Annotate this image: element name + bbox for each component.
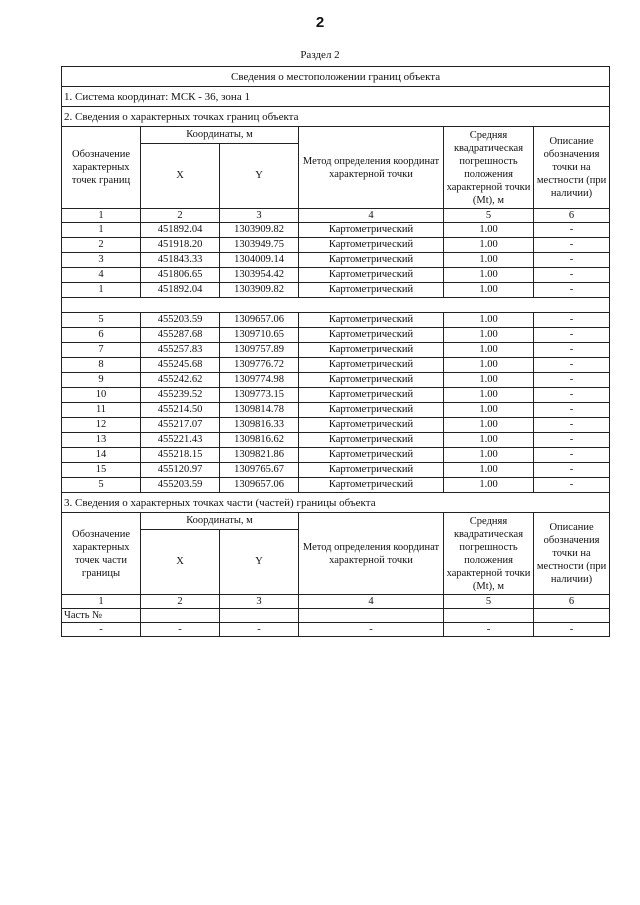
desc-cell: - <box>534 238 610 253</box>
point-cell: 9 <box>62 373 141 388</box>
coordinate-row <box>62 253 610 268</box>
x-cell: 455218.15 <box>141 448 220 463</box>
part-row <box>62 609 610 623</box>
method-cell: Картометрический <box>299 418 444 433</box>
desc-cell: - <box>534 433 610 448</box>
column-number: 1 <box>62 209 141 223</box>
column-number: 1 <box>62 595 141 609</box>
point-cell: 8 <box>62 358 141 373</box>
boundaries-table <box>61 66 610 637</box>
part-cell <box>220 609 299 623</box>
y-cell: 1309657.06 <box>220 313 299 328</box>
point-cell: 1 <box>62 283 141 298</box>
part-cell <box>534 609 610 623</box>
coordinate-row <box>62 223 610 238</box>
desc-cell: - <box>534 223 610 238</box>
section-label: Раздел 2 <box>300 49 340 61</box>
y-cell: 1303909.82 <box>220 223 299 238</box>
x-cell: 455245.68 <box>141 358 220 373</box>
error-cell: 1.00 <box>444 328 534 343</box>
point-cell: 5 <box>62 313 141 328</box>
column-number: 4 <box>299 209 444 223</box>
coordinate-row <box>62 313 610 328</box>
section2-title: 2. Сведения о характерных точках границ объекта <box>62 107 610 127</box>
error-cell: 1.00 <box>444 448 534 463</box>
method-cell: Картометрический <box>299 253 444 268</box>
y-cell: 1309774.98 <box>220 373 299 388</box>
header-point-part: Обозначение характерных точек части границы <box>62 513 141 595</box>
header-point: Обозначение характерных точек границ <box>62 127 141 209</box>
desc-cell: - <box>534 448 610 463</box>
desc-cell: - <box>534 283 610 298</box>
header-error: Средняя квадратическая погрешность положения характерной точки (Mt), м <box>444 127 534 209</box>
coordinate-row <box>62 388 610 403</box>
point-cell: 11 <box>62 403 141 418</box>
error-cell: 1.00 <box>444 283 534 298</box>
x-cell: 451918.20 <box>141 238 220 253</box>
desc-cell: - <box>534 403 610 418</box>
error-cell: 1.00 <box>444 358 534 373</box>
x-cell: 455239.52 <box>141 388 220 403</box>
x-cell: 455221.43 <box>141 433 220 448</box>
part-label: Часть № <box>62 609 141 623</box>
point-cell: 14 <box>62 448 141 463</box>
x-cell: 455120.97 <box>141 463 220 478</box>
part-cell <box>444 609 534 623</box>
coord-system: 1. Система координат: МСК - 36, зона 1 <box>62 87 610 107</box>
y-cell: 1309765.67 <box>220 463 299 478</box>
column-number: 3 <box>220 209 299 223</box>
coordinate-row <box>62 478 610 493</box>
error-cell: 1.00 <box>444 388 534 403</box>
y-cell: 1309657.06 <box>220 478 299 493</box>
error-cell: 1.00 <box>444 373 534 388</box>
coordinate-row <box>62 403 610 418</box>
point-cell: 4 <box>62 268 141 283</box>
error-cell: 1.00 <box>444 313 534 328</box>
method-cell: Картометрический <box>299 463 444 478</box>
y-cell: 1309816.62 <box>220 433 299 448</box>
coordinate-row <box>62 268 610 283</box>
x-cell: 451892.04 <box>141 283 220 298</box>
point-cell: 15 <box>62 463 141 478</box>
point-cell: 10 <box>62 388 141 403</box>
error-cell: 1.00 <box>444 433 534 448</box>
y-cell: 1309776.72 <box>220 358 299 373</box>
method-cell: Картометрический <box>299 433 444 448</box>
header-y: Y <box>220 144 299 209</box>
column-number: 2 <box>141 209 220 223</box>
error-cell: 1.00 <box>444 253 534 268</box>
method-cell: Картометрический <box>299 313 444 328</box>
coordinate-row <box>62 238 610 253</box>
column-number: 6 <box>534 209 610 223</box>
coordinate-row <box>62 448 610 463</box>
desc-cell: - <box>534 268 610 283</box>
empty-cell: - <box>534 623 610 637</box>
method-cell: Картометрический <box>299 238 444 253</box>
y-cell: 1309710.65 <box>220 328 299 343</box>
error-cell: 1.00 <box>444 418 534 433</box>
y-cell: 1304009.14 <box>220 253 299 268</box>
method-cell: Картометрический <box>299 388 444 403</box>
x-cell: 455214.50 <box>141 403 220 418</box>
coordinate-row <box>62 343 610 358</box>
x-cell: 455203.59 <box>141 313 220 328</box>
empty-cell: - <box>444 623 534 637</box>
coordinate-row <box>62 433 610 448</box>
header-desc: Описание обозначения точки на местности (при наличии) <box>534 127 610 209</box>
desc-cell: - <box>534 328 610 343</box>
header-y-part: Y <box>220 530 299 595</box>
error-cell: 1.00 <box>444 463 534 478</box>
separator-cell <box>62 298 610 313</box>
coordinate-row <box>62 283 610 298</box>
column-number: 3 <box>220 595 299 609</box>
desc-cell: - <box>534 463 610 478</box>
y-cell: 1309814.78 <box>220 403 299 418</box>
error-cell: 1.00 <box>444 223 534 238</box>
section3-title: 3. Сведения о характерных точках части (частей) границы объекта <box>62 493 610 513</box>
coordinate-row <box>62 358 610 373</box>
desc-cell: - <box>534 478 610 493</box>
error-cell: 1.00 <box>444 478 534 493</box>
point-cell: 12 <box>62 418 141 433</box>
y-cell: 1303909.82 <box>220 283 299 298</box>
x-cell: 455242.62 <box>141 373 220 388</box>
column-number: 6 <box>534 595 610 609</box>
separator-row <box>62 298 610 313</box>
column-number: 2 <box>141 595 220 609</box>
x-cell: 455203.59 <box>141 478 220 493</box>
desc-cell: - <box>534 418 610 433</box>
header-x-part: X <box>141 530 220 595</box>
method-cell: Картометрический <box>299 448 444 463</box>
coordinate-row <box>62 328 610 343</box>
y-cell: 1309757.89 <box>220 343 299 358</box>
error-cell: 1.00 <box>444 403 534 418</box>
x-cell: 451806.65 <box>141 268 220 283</box>
desc-cell: - <box>534 253 610 268</box>
x-cell: 455217.07 <box>141 418 220 433</box>
coordinate-row <box>62 463 610 478</box>
column-number: 4 <box>299 595 444 609</box>
method-cell: Картометрический <box>299 343 444 358</box>
column-numbers-row <box>62 209 610 223</box>
point-cell: 6 <box>62 328 141 343</box>
empty-row <box>62 623 610 637</box>
point-cell: 13 <box>62 433 141 448</box>
coordinate-row <box>62 373 610 388</box>
page-number: 2 <box>315 14 325 31</box>
method-cell: Картометрический <box>299 328 444 343</box>
x-cell: 451843.33 <box>141 253 220 268</box>
y-cell: 1303954.42 <box>220 268 299 283</box>
column-numbers-row-part <box>62 595 610 609</box>
method-cell: Картометрический <box>299 478 444 493</box>
error-cell: 1.00 <box>444 238 534 253</box>
desc-cell: - <box>534 388 610 403</box>
method-cell: Картометрический <box>299 223 444 238</box>
desc-cell: - <box>534 343 610 358</box>
desc-cell: - <box>534 358 610 373</box>
part-cell <box>299 609 444 623</box>
empty-cell: - <box>220 623 299 637</box>
coordinate-row <box>62 418 610 433</box>
point-cell: 5 <box>62 478 141 493</box>
method-cell: Картометрический <box>299 268 444 283</box>
error-cell: 1.00 <box>444 268 534 283</box>
method-cell: Картометрический <box>299 358 444 373</box>
part-cell <box>141 609 220 623</box>
x-cell: 455287.68 <box>141 328 220 343</box>
error-cell: 1.00 <box>444 343 534 358</box>
y-cell: 1309773.15 <box>220 388 299 403</box>
header-desc-part: Описание обозначения точки на местности (при наличии) <box>534 513 610 595</box>
x-cell: 451892.04 <box>141 223 220 238</box>
y-cell: 1309821.86 <box>220 448 299 463</box>
desc-cell: - <box>534 313 610 328</box>
desc-cell: - <box>534 373 610 388</box>
header-error-part: Средняя квадратическая погрешность положения характерной точки (Mt), м <box>444 513 534 595</box>
header-method-part: Метод определения координат характерной точки <box>299 513 444 595</box>
point-cell: 1 <box>62 223 141 238</box>
empty-cell: - <box>299 623 444 637</box>
point-cell: 7 <box>62 343 141 358</box>
column-number: 5 <box>444 209 534 223</box>
header-x: X <box>141 144 220 209</box>
y-cell: 1303949.75 <box>220 238 299 253</box>
header-coords: Координаты, м <box>141 127 299 144</box>
y-cell: 1309816.33 <box>220 418 299 433</box>
method-cell: Картометрический <box>299 283 444 298</box>
header-method: Метод определения координат характерной точки <box>299 127 444 209</box>
point-cell: 2 <box>62 238 141 253</box>
method-cell: Картометрический <box>299 373 444 388</box>
table-title: Сведения о местоположении границ объекта <box>62 67 610 87</box>
x-cell: 455257.83 <box>141 343 220 358</box>
method-cell: Картометрический <box>299 403 444 418</box>
point-cell: 3 <box>62 253 141 268</box>
column-number: 5 <box>444 595 534 609</box>
empty-cell: - <box>141 623 220 637</box>
empty-cell: - <box>62 623 141 637</box>
header-coords-part: Координаты, м <box>141 513 299 530</box>
